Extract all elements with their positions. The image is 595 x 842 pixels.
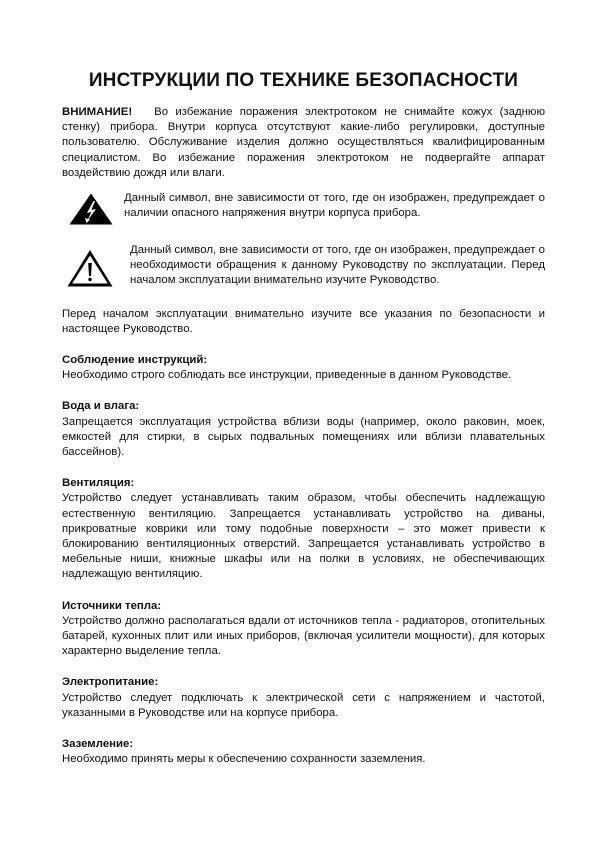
- section-title: Источники тепла:: [62, 599, 162, 612]
- warning-label: ВНИМАНИЕ!: [62, 106, 133, 118]
- section-text: Устройство должно располагаться вдали от источников тепла - радиаторов, отопительных батарей, кухонных плит или иных приборов, (включая усилители мощности), для которых характерно выделение тепла.: [62, 614, 545, 658]
- section-ventilation: [62, 476, 545, 582]
- symbol-description-exclamation: Данный символ, вне зависимости от того, где он изображен, предупреждает о необходимости обращения к данному Руководству по эксплуатации. Перед началом эксплуатации внимательно изучите Руководство.: [130, 244, 545, 287]
- page-title: ИНСТРУКЦИИ ПО ТЕХНИКЕ БЕЗОПАСНОСТИ: [88, 70, 519, 91]
- section-text: Необходимо строго соблюдать все инструкции, приведенные в данном Руководстве.: [62, 369, 512, 382]
- section-heat: [62, 599, 545, 660]
- warning-text: Во избежание поражения электротоком не снимайте кожух (заднюю стенку) прибора. Внутри корпуса отсутствуют какие-либо регулировки, доступные пользователю. Обслуживание изделия должно осуществляться квалифицированным специалистом. Во избежание поражения электротоком не подвергайте аппарат воздействию дождя или влаги.: [62, 106, 545, 179]
- section-text: Устройство следует устанавливать таким образом, чтобы обеспечить надлежащую естественную вентиляцию. Запрещается устанавливать устройство на диваны, прикроватные коврики или тому подобные поверхности – это может привести к блокированию вентиляционных отверстий. Запрещается устанавливать устройство в мебельные ниши, книжные шкафы или на полки в условиях, не обеспечивающих надлежащую вентиляцию.: [62, 492, 545, 581]
- section-title: Электропитание:: [62, 676, 159, 689]
- lightning-warning-icon: [68, 192, 114, 226]
- symbol-row-exclamation: [62, 243, 545, 289]
- section-power: [62, 675, 545, 721]
- section-title: Вода и влага:: [62, 400, 140, 413]
- document-page: [62, 0, 545, 768]
- section-water: [62, 399, 545, 460]
- symbol-row-lightning: [62, 191, 545, 226]
- section-title: Вентиляция:: [62, 477, 135, 490]
- section-instructions: [62, 353, 545, 383]
- warning-paragraph: [62, 105, 545, 181]
- section-text: Необходимо принять меры к обеспечению сохранности заземления.: [62, 753, 426, 766]
- exclamation-warning-icon: [66, 248, 114, 288]
- section-title: Соблюдение инструкций:: [62, 354, 208, 367]
- section-text: Устройство следует подключать к электрической сети с напряжением и частотой, указанными в Руководстве или на корпусе прибора.: [62, 691, 545, 719]
- warning-block: [62, 105, 545, 181]
- section-grounding: [62, 737, 545, 767]
- section-text: Запрещается эксплуатация устройства вблизи воды (например, около раковин, моек, емкостей для стирки, в сырых подвальных помещениях или вблизи плавательных бассейнов).: [62, 415, 545, 459]
- intro-paragraph: Перед началом эксплуатации внимательно изучите все указания по безопасности и настоящее Руководство.: [62, 307, 545, 335]
- section-title: Заземление:: [62, 738, 134, 751]
- symbol-description-lightning: Данный символ, вне зависимости от того, где он изображен, предупреждает о наличии опасного напряжения внутри корпуса прибора.: [124, 192, 545, 220]
